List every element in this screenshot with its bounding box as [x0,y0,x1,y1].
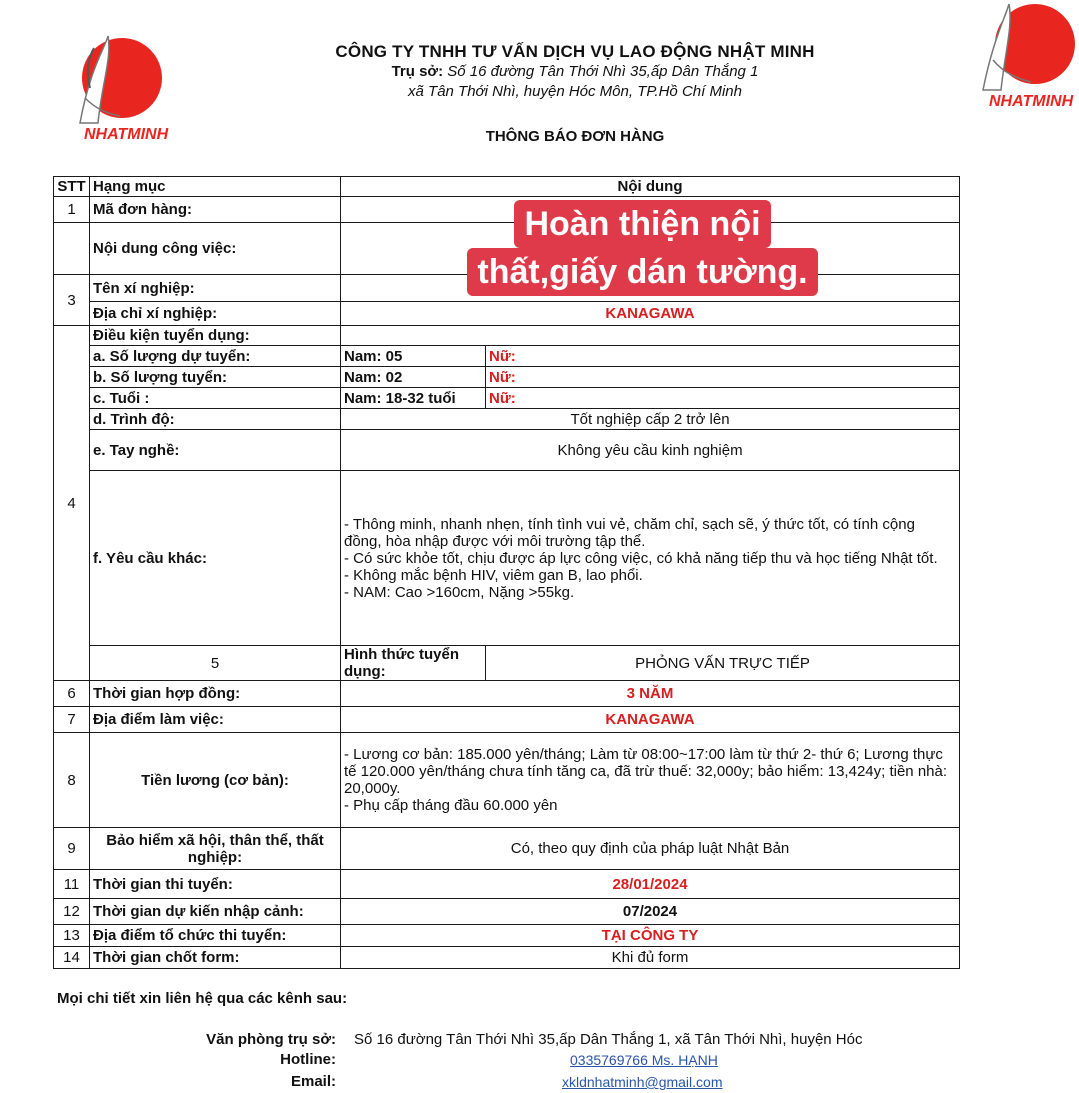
table-row: 12 Thời gian dự kiến nhập cảnh: 07/2024 [54,899,960,925]
label-skill: e. Tay nghề: [90,430,341,471]
overlay-line-2: thất,giấy dán tường. [467,248,817,296]
row-label-entry-time: Thời gian dự kiến nhập cảnh: [90,899,341,925]
row-value-salary [341,733,960,828]
row-value-exam-place: TẠI CÔNG TY [341,925,960,947]
label-applicants: a. Số lượng dự tuyển: [90,346,341,367]
hires-female: Nữ: [486,367,960,388]
value-other-requirements [341,471,960,646]
row-label-contract-time: Thời gian hợp đồng: [90,681,341,707]
requirement-line: - NAM: Cao >160cm, Nặng >55kg. [344,583,575,601]
table-row: 1 Mã đơn hàng: [54,197,960,223]
document-title: THÔNG BÁO ĐƠN HÀNG [485,128,665,145]
row-label-company-name: Tên xí nghiệp: [90,275,341,302]
label-other-requirements: f. Yêu cầu khác: [90,471,341,646]
table-row [54,302,960,326]
value-education: Tốt nghiệp cấp 2 trở lên [341,409,960,430]
table-row [54,430,960,471]
table-row: 13 Địa điểm tổ chức thi tuyển: TẠI CÔNG TY [54,925,960,947]
document-header [270,42,880,102]
table-row: 14 Thời gian chốt form: Khi đủ form [54,947,960,969]
row-label-conditions: Điều kiện tuyển dụng: [90,326,341,346]
row-value-entry-time: 07/2024 [341,899,960,925]
row-value-contract-time: 3 NĂM [341,681,960,707]
logo-text: NHATMINH [84,126,169,143]
address-line-2: xã Tân Thới Nhì, huyện Hóc Môn, TP.Hồ Chí Minh [408,83,742,100]
address-label: Trụ sở: [391,63,444,80]
hotline-link[interactable]: 0335769766 Ms. HẠNH [570,1052,718,1068]
requirement-line: - Không mắc bệnh HIV, viêm gan B, lao phổi. [344,566,643,584]
row-label-exam-time: Thời gian thi tuyển: [90,870,341,899]
table-row: 3 Tên xí nghiệp: [54,275,960,302]
row-label-form-deadline: Thời gian chốt form: [90,947,341,969]
job-content-overlay [450,200,835,296]
row-value-recruit-form: PHỎNG VẤN TRỰC TIẾP [486,646,960,681]
requirement-line: - Thông minh, nhanh nhẹn, tính tình vui vẻ, chăm chỉ, sạch sẽ, ý thức tốt, có tính cộng đồng, hòa nhập được với môi trường tập thể. [344,515,915,550]
table-row: 9 Bảo hiểm xã hội, thân thể, thất nghiệp: Có, theo quy định của pháp luật Nhật Bản [54,828,960,870]
address-line-1 [270,62,880,82]
table-row [54,367,960,388]
row-label-recruit-form: Hình thức tuyển dụng: [341,646,486,681]
company-name: CÔNG TY TNHH TƯ VẤN DỊCH VỤ LAO ĐỘNG NHẬT MINH [335,42,815,61]
table-row [54,471,960,646]
row-value-work-place: KANAGAWA [341,707,960,733]
email-link[interactable]: xkldnhatminh@gmail.com [562,1074,723,1090]
table-row [54,409,960,430]
label-age: c. Tuổi : [90,388,341,409]
table-row: 4 Điều kiện tuyển dụng: [54,326,960,346]
salary-line: - Lương cơ bản: 185.000 yên/tháng; Làm từ 08:00~17:00 làm từ thứ 2- thứ 6; Lương thực tế 120.000 yên/tháng chưa tính tăng ca, đã trừ thuế: 32,000y; bảo hiểm: 13,424y; tiền nhà: 20,000y. [344,746,948,797]
table-row: 5 Hình thức tuyển dụng: PHỎNG VẤN TRỰC TIẾP [54,646,960,681]
address-value-1: Số 16 đường Tân Thới Nhì 35,ấp Dân Thắng 1 [447,63,759,80]
table-row: 11 Thời gian thi tuyển: 28/01/2024 [54,870,960,899]
office-label: Văn phòng trụ sở: [206,1031,336,1048]
company-logo-right [965,0,1079,112]
header-stt: STT [54,177,90,197]
salary-line: - Phụ cấp tháng đầu 60.000 yên [344,797,558,814]
hotline-label: Hotline: [280,1051,336,1068]
row-label-salary: Tiền lương (cơ bản): [90,733,341,828]
age-female: Nữ: [486,388,960,409]
row-value-exam-time: 28/01/2024 [341,870,960,899]
logo-text-right: NHATMINH [989,93,1074,110]
table-row: 8 Tiền lương (cơ bản): - Lương cơ bản: 185.000 yên/tháng; Làm từ 08:00~17:00 làm từ thứ 2- thứ 6; Lương thực tế 120.000 yên/tháng chưa tính tăng ca, đã trừ thuế: 32,000y; bảo hiểm: 13,424y; tiền nhà: 20,000y. - Phụ cấp tháng đầu 60.000 yên [54,733,960,828]
table-row [54,388,960,409]
row-label-exam-place: Địa điểm tổ chức thi tuyển: [90,925,341,947]
table-row [54,346,960,367]
applicants-male: Nam: 05 [341,346,486,367]
row-label-company-address: Địa chỉ xí nghiệp: [90,302,341,326]
table-row: 6 Thời gian hợp đồng: 3 NĂM [54,681,960,707]
row-label-order-code: Mã đơn hàng: [90,197,341,223]
label-hires: b. Số lượng tuyển: [90,367,341,388]
row-value-insurance: Có, theo quy định của pháp luật Nhật Bản [341,828,960,870]
header-category: Hạng mục [90,177,341,197]
requirement-line: - Có sức khỏe tốt, chịu được áp lực công việc, có khả năng tiếp thu và học tiếng Nhật tốt. [344,549,938,567]
age-male: Nam: 18-32 tuổi [341,388,486,409]
value-skill: Không yêu cầu kinh nghiệm [341,430,960,471]
table-row: 7 Địa điểm làm việc: KANAGAWA [54,707,960,733]
row-value-company-address: KANAGAWA [341,302,960,326]
office-value: Số 16 đường Tân Thới Nhì 35,ấp Dân Thắng 1, xã Tân Thới Nhì, huyện Hóc [354,1031,863,1048]
row-value-form-deadline: Khi đủ form [341,947,960,969]
email-label: Email: [290,1073,336,1090]
company-logo [50,28,180,148]
row-label-work-place: Địa điểm làm việc: [90,707,341,733]
contact-heading: Mọi chi tiết xin liên hệ qua các kênh sau: [57,990,348,1007]
table-header-row [54,177,960,197]
row-label-insurance: Bảo hiểm xã hội, thân thể, thất nghiệp: [90,828,341,870]
applicants-female: Nữ: [486,346,960,367]
hires-male: Nam: 02 [341,367,486,388]
header-content: Nội dung [341,177,960,197]
row-label-job-content: Nội dung công việc: [90,223,341,275]
label-education: d. Trình độ: [90,409,341,430]
overlay-line-1: Hoàn thiện nội [514,200,770,248]
